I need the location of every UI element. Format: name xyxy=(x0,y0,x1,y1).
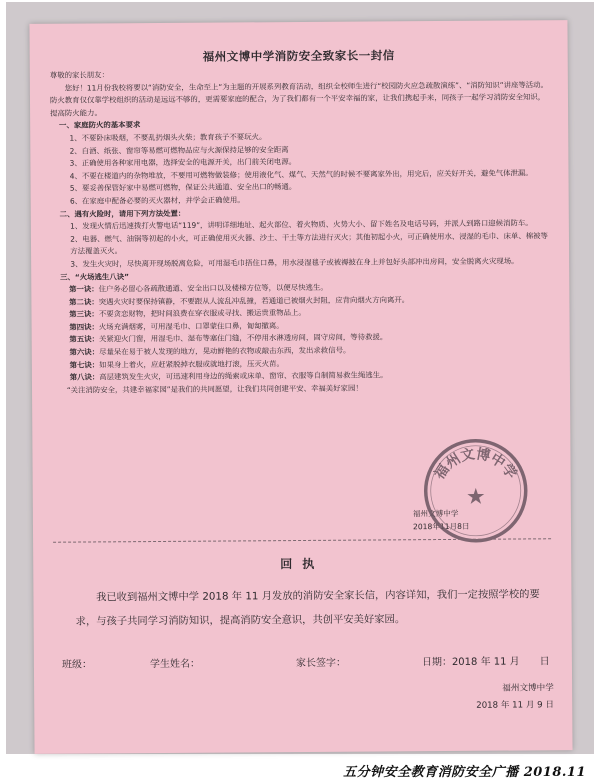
letter-body xyxy=(50,66,552,397)
parent-signature-label: 家长签字： xyxy=(295,657,346,670)
tip-label: 第五诀： xyxy=(69,334,100,345)
date-label: 日期：2018 年 11 月 日 xyxy=(421,656,550,669)
signoff-date: 2018年11月8日 xyxy=(412,521,470,532)
list-item: 3、发生火灾时，尽快离开现场脱离危险，可用湿毛巾捂住口鼻，用水浸湿毯子或被褥披在身上并包好头部冲出房间，安全脱离火灾现场。 xyxy=(70,256,519,269)
tip-label: 第二诀： xyxy=(69,297,99,307)
tip-text: 如果身上着火，应赶紧脱掉衣服或就地打滚，压灭火苗。 xyxy=(99,358,284,370)
tip-text: 高层建筑发生火灾，可迅速利用身边的绳索或床单、窗帘、衣服等自制简易救生绳逃生。 xyxy=(99,370,388,382)
letter-title: 福州文博中学消防安全致家长一封信 xyxy=(202,48,395,64)
letter-paper xyxy=(29,20,572,754)
receipt-body xyxy=(75,582,545,633)
list-item: 5、要妥善保管好家中易燃可燃物，保证公共通道、安全出口的畅通。 xyxy=(69,182,297,193)
list-item: 1、发现火情后迅速拨打火警电话“119”，讲明详细地址、起火部位、着火物质、火势大小、留下姓名及电话号码，并派人到路口迎候消防车。 xyxy=(70,218,533,231)
receipt-title: 回执 xyxy=(280,556,325,572)
tip-text: 火场充满烟雾，可用湿毛巾、口罩蒙住口鼻，匍匐撤离。 xyxy=(98,320,284,332)
list-item: 6、在家庭中配备必要的灭火器材，并学会正确使用。 xyxy=(69,195,245,206)
intro-paragraph: 您好！11月份我校将要以“消防安全，生命至上”为主题的开展系列教育活动，组织全校师生进行“校园防火应急疏散演练”、“消防知识”讲座等活动。防火教育仅仅靠学校组织的活动是远远不够的，更需要家庭的配合，为了我们都有一个平安幸福的家，让我们携起手来，同孩子一起学习消防安全知识，提高防火能力。 xyxy=(49,79,548,118)
section-heading-3: 三、“火场逃生八诀” xyxy=(60,271,129,282)
list-item: 2、白酒、纸张、窗帘等易燃可燃物品应与火源保持足够的安全距离 xyxy=(69,144,289,156)
tip-label: 第一诀： xyxy=(69,284,99,294)
section-heading-1: 一、家庭防火的基本要求 xyxy=(59,120,141,131)
receipt-school: 福州文博中学 xyxy=(502,683,554,694)
tip-text: 尽量呆在易于被人发现的地方，晃动鲜艳的衣物或敲击东西，发出求救信号。 xyxy=(99,345,351,357)
tip-text: 突遇火灾时要保持镇静，不要跟从人流乱冲乱撞，若通道已被烟火封阻，应背向烟火方向离开。 xyxy=(98,294,410,307)
tip-label: 第六诀： xyxy=(69,347,100,357)
section-heading-2: 二、遇有火险时，请用下列方法处置： xyxy=(59,208,186,219)
list-item: 2、电器、燃气、油锅等初起的小火，可正确使用灭火器、沙土、干土等方法进行灭火；其他初起小火，可正确使用水、浸湿的毛巾、床单、棉被等方法覆盖灭火。 xyxy=(70,230,548,256)
school-seal-stamp xyxy=(420,435,531,546)
receipt-signoff xyxy=(476,680,554,715)
receipt-paragraph: 我已收到福州文博中学 2018 年 11 月发放的消防安全家长信，内容详知，我们一定按照学校的要求，与孩子共同学习消防知识，提高消防安全意识，共创平安美好家园。 xyxy=(75,588,540,628)
tip-text: 关紧迎火门窗，用湿毛巾、湿布等塞住门缝，不停用水淋透房间，固守房间，等待救援。 xyxy=(98,332,388,344)
image-caption: 五分钟安全教育消防安全广播 2018.11 xyxy=(343,765,586,780)
student-name-label: 学生姓名： xyxy=(149,658,200,671)
tip-label: 第四诀： xyxy=(69,322,99,332)
tip-text: 不要贪恋财物，把时间浪费在穿衣服或寻找、搬运贵重物品上。 xyxy=(98,308,306,319)
tip-text: 住户务必留心各疏散通道、安全出口以及楼梯方位等，以便尽快逃生。 xyxy=(98,282,328,294)
closing-slogan: “关注消防安全，共建幸福家园”是我们的共同愿望，让我们共同创建平安、幸福美好家园！ xyxy=(66,383,363,395)
tip-label: 第八诀： xyxy=(69,372,100,382)
svg-text:福州文博中学: 福州文博中学 xyxy=(431,446,520,483)
class-label: 班级： xyxy=(61,659,92,671)
tip-label: 第七诀： xyxy=(69,360,100,370)
svg-text:★: ★ xyxy=(465,484,486,510)
receipt-fill-line xyxy=(34,652,572,672)
list-item: 1、不要卧床吸烟，不要乱扔烟头火柴；教育孩子不要玩火。 xyxy=(69,132,267,143)
signoff-school: 福州文博中学 xyxy=(412,508,459,519)
receipt-date: 2018 年 11 月 9 日 xyxy=(476,700,554,711)
tip-label: 第三诀： xyxy=(69,309,99,319)
salutation: 尊敬的家长朋友： xyxy=(49,70,109,80)
list-item: 3、正确使用各种家用电器，选择安全的电源开关，出门前关闭电源。 xyxy=(69,157,297,168)
list-item: 4、不要在楼道内的杂物堆放，不要用可燃物做装修；使用液化气、煤气、天然气的时候不要离家外出，用完后，应关好开关，避免气体泄漏。 xyxy=(69,168,533,181)
